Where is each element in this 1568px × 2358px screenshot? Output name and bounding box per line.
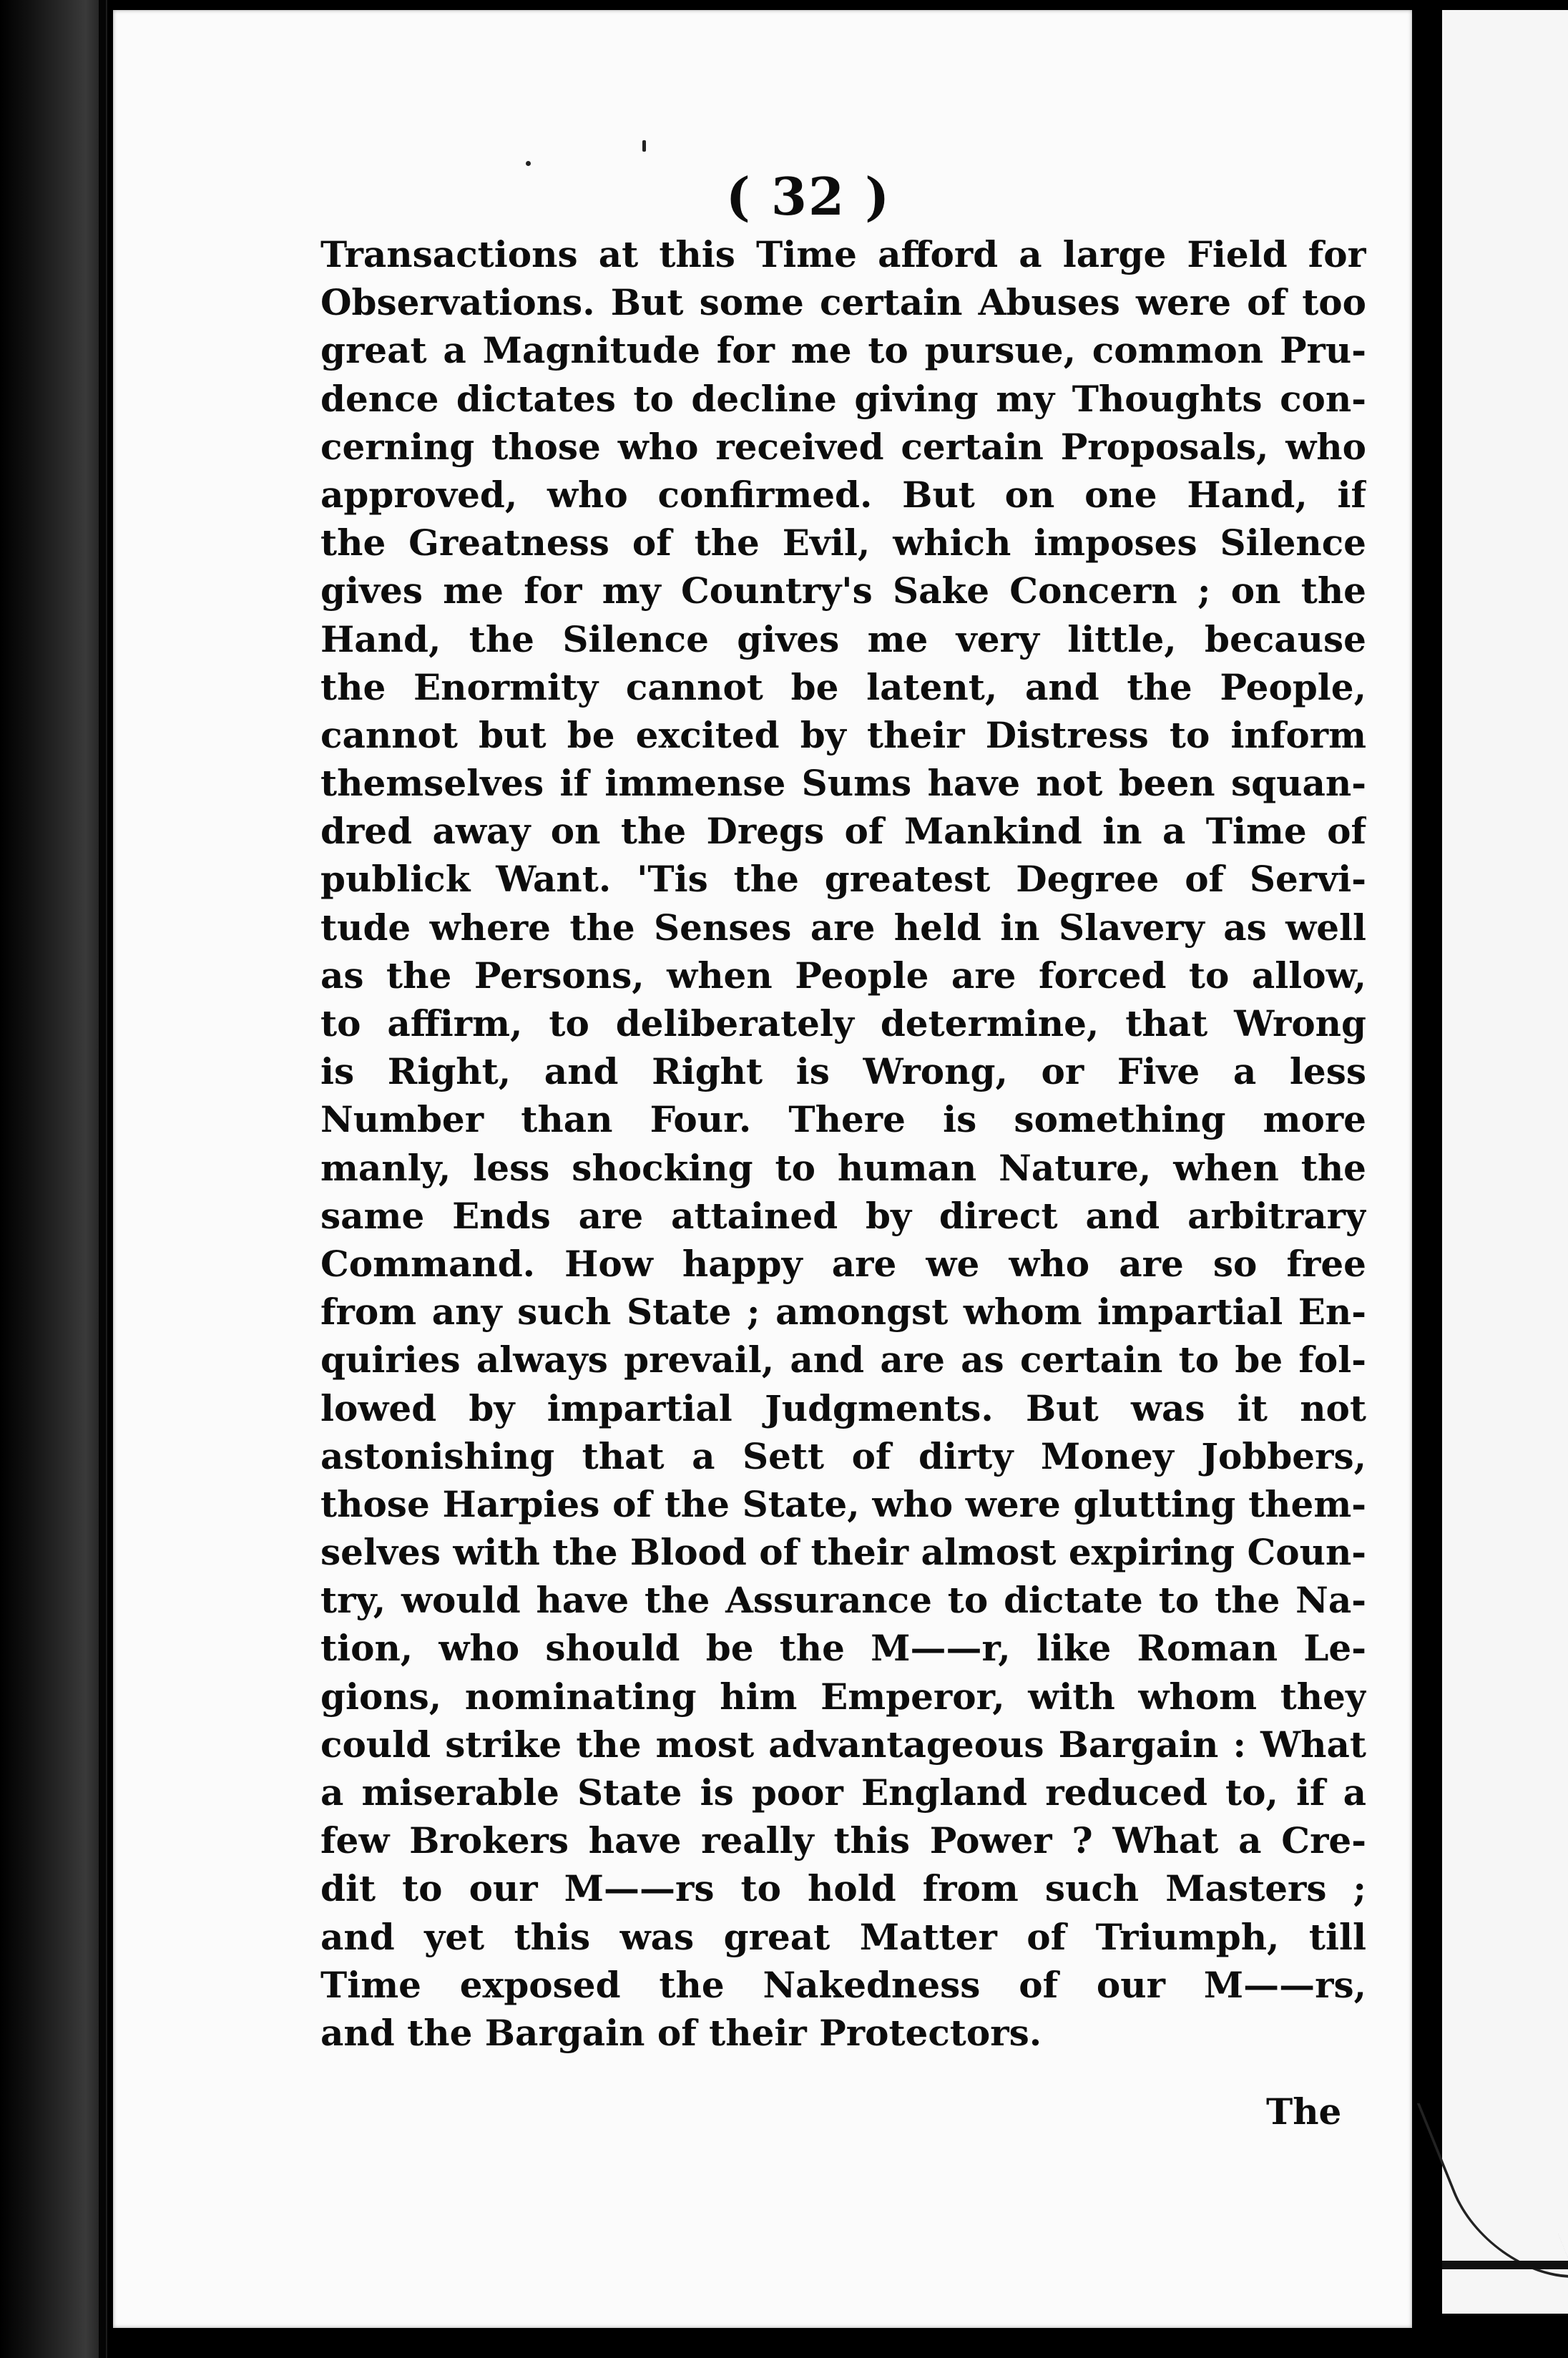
- body-text: [320, 230, 1366, 2057]
- ink-speck: [642, 140, 646, 152]
- page-number: ( 32 ): [725, 166, 891, 227]
- text-line: gives me for my Country's Sake Concern ; on the: [320, 569, 1366, 612]
- text-line: astonishing that a Sett of dirty Money Jobbers,: [320, 1434, 1366, 1477]
- page-divider: [1412, 0, 1442, 2358]
- text-line: dred away on the Dregs of Mankind in a Time of: [320, 810, 1366, 853]
- text-line: Transactions at this Time afford a large Field for: [320, 233, 1366, 275]
- next-page-bottom-shadow: [1442, 2261, 1568, 2269]
- text-line: from any such State ; amongst whom impartial En-: [320, 1291, 1366, 1334]
- next-page-edge: [1442, 10, 1568, 2314]
- ink-speck: [526, 161, 531, 166]
- text-line: approved, who confirmed. But on one Hand, if: [320, 473, 1366, 516]
- text-line: the Enormity cannot be latent, and the People,: [320, 665, 1366, 708]
- text-line: the Greatness of the Evil, which imposes Silence: [320, 522, 1366, 564]
- text-line: great a Magnitude for me to pursue, common Pru-: [320, 329, 1366, 372]
- text-line: publick Want. 'Tis the greatest Degree of Servi-: [320, 858, 1366, 901]
- text-line: Time exposed the Nakedness of our M——rs,: [320, 1963, 1366, 2006]
- text-line: themselves if immense Sums have not been squan-: [320, 762, 1366, 805]
- text-line: Number than Four. There is something more: [320, 1098, 1366, 1141]
- text-line: quiries always prevail, and are as certain to be fol-: [320, 1339, 1366, 1381]
- catchword: The: [1266, 2090, 1342, 2133]
- text-line: lowed by impartial Judgments. But was it not: [320, 1386, 1366, 1429]
- text-line: try, would have the Assurance to dictate to the Na-: [320, 1579, 1366, 1622]
- text-line: could strike the most advantageous Bargain : What: [320, 1723, 1366, 1766]
- text-line: and yet this was great Matter of Triumph, till: [320, 1915, 1366, 1958]
- binding-shadow: [99, 0, 106, 2358]
- text-line: few Brokers have really this Power ? What a Cre-: [320, 1819, 1366, 1862]
- text-line: manly, less shocking to human Nature, when the: [320, 1146, 1366, 1189]
- text-line: cannot but be excited by their Distress to inform: [320, 713, 1366, 756]
- text-line: a miserable State is poor England reduced to, if a: [320, 1771, 1366, 1814]
- text-line: dit to our M——rs to hold from such Masters ;: [320, 1867, 1366, 1910]
- text-line: Observations. But some certain Abuses were of too: [320, 281, 1366, 324]
- text-line: gions, nominating him Emperor, with whom they: [320, 1675, 1366, 1718]
- book-binding-gutter: [0, 0, 107, 2358]
- text-line: dence dictates to decline giving my Thoughts con-: [320, 377, 1366, 420]
- text-line: tude where the Senses are held in Slavery as well: [320, 906, 1366, 949]
- text-line: tion, who should be the M——r, like Roman Le-: [320, 1627, 1366, 1670]
- text-line: those Harpies of the State, who were glutting them-: [320, 1482, 1366, 1525]
- text-line: same Ends are attained by direct and arbitrary: [320, 1194, 1366, 1237]
- text-line: is Right, and Right is Wrong, or Five a less: [320, 1050, 1366, 1093]
- text-line: cerning those who received certain Proposals, who: [320, 425, 1366, 468]
- text-line: Command. How happy are we who are so free: [320, 1242, 1366, 1285]
- text-line: and the Bargain of their Protectors.: [320, 2011, 1042, 2054]
- text-line: as the Persons, when People are forced to allow,: [320, 954, 1366, 997]
- text-line: to affirm, to deliberately determine, that Wrong: [320, 1002, 1366, 1045]
- text-line: selves with the Blood of their almost expiring Coun-: [320, 1531, 1366, 1574]
- text-line: Hand, the Silence gives me very little, because: [320, 617, 1366, 660]
